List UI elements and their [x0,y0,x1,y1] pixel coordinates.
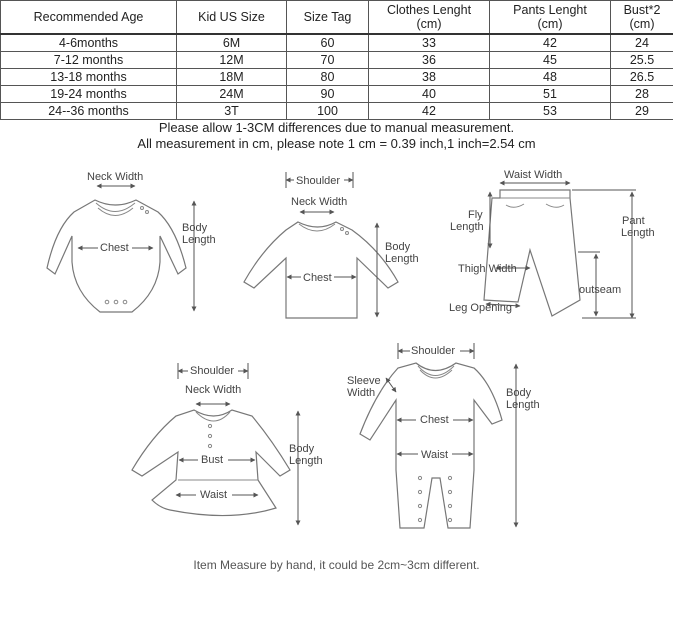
shoulder-button [346,232,349,235]
table-cell: 51 [490,86,611,103]
unit-conversion-note: All measurement in cm, please note 1 cm = 0.39 inch,1 inch=2.54 cm [137,136,536,151]
table-cell: 53 [490,103,611,120]
shoulder-button [341,228,344,231]
romper-outline [360,363,502,528]
header-bust: Bust*2 (cm) [611,1,673,35]
dress-shoulder-label: Shoulder [190,365,235,377]
header-size-tag: Size Tag [287,1,369,35]
svg-text:Length: Length [182,234,216,246]
bodysuit-diagram [47,171,216,312]
header-recommended-age: Recommended Age [1,1,177,35]
table-cell: 42 [369,103,490,120]
table-row [1,69,673,86]
tshirt-outline [244,222,398,318]
table-cell: 100 [287,103,369,120]
pants-thigh-width-label: Thigh Width [458,263,517,275]
snap-button [123,300,127,304]
table-row [1,52,673,69]
romper-button [448,476,451,479]
table-cell: 4-6months [1,34,177,52]
dress-neck-width-label: Neck Width [185,384,242,396]
table-row [1,34,673,52]
pants-pant-length-label: Pant [622,215,645,227]
romper-button [418,476,421,479]
table-row [1,103,673,120]
svg-text:Length: Length [289,455,323,467]
romper-sleeve-width-label: Sleeve [347,375,381,387]
svg-text:Length: Length [621,227,655,239]
bodysuit-outline [47,200,186,312]
header-kid-us-size: Kid US Size [177,1,287,35]
tshirt-chest-label: Chest [303,272,332,284]
table-cell: 38 [369,69,490,86]
table-cell: 60 [287,34,369,52]
snap-button [105,300,109,304]
svg-text:Length: Length [450,221,484,233]
tshirt-body-length-label: Body [385,241,411,253]
table-cell: 25.5 [611,52,673,69]
header-clothes-length: Clothes Lenght (cm) [369,1,490,35]
svg-text:Length: Length [385,253,419,265]
pants-waist-width-label: Waist Width [504,169,563,181]
tshirt-diagram [244,172,419,318]
romper-waist-label: Waist [421,449,449,461]
bodysuit-neck-width-label: Neck Width [87,171,144,183]
measurement-note: Please allow 1-3CM differences due to manual measurement. [158,120,515,135]
header-pants-length: Pants Lenght (cm) [490,1,611,35]
table-cell: 18M [177,69,287,86]
dress-button [208,444,211,447]
romper-diagram [347,343,540,528]
dress-button [208,424,211,427]
bodysuit-body-length-label: Body [182,222,208,234]
dress-waist-label: Waist [200,489,228,501]
table-cell: 24 [611,34,673,52]
table-cell: 48 [490,69,611,86]
table-cell: 29 [611,103,673,120]
table-cell: 90 [287,86,369,103]
romper-chest-label: Chest [420,414,449,426]
pants-outseam-label: outseam [579,284,622,296]
romper-button [418,518,421,521]
table-cell: 13-18 months [1,69,177,86]
pants-diagram [449,169,655,318]
pants-fly-length-label: Fly [468,209,483,221]
romper-button [448,504,451,507]
romper-button [418,490,421,493]
dress-body-length-label: Body [289,443,315,455]
snap-button [146,211,149,214]
romper-button [448,490,451,493]
table-cell: 26.5 [611,69,673,86]
romper-body-length-label: Body [506,387,532,399]
table-cell: 40 [369,86,490,103]
table-row [1,86,673,103]
snap-button [141,207,144,210]
table-cell: 45 [490,52,611,69]
table-cell: 36 [369,52,490,69]
svg-text:Length: Length [506,399,540,411]
table-cell: 3T [177,103,287,120]
table-cell: 7-12 months [1,52,177,69]
footer-note: Item Measure by hand, it could be 2cm~3cm different. [193,558,480,572]
table-cell: 19-24 months [1,86,177,103]
table-cell: 24M [177,86,287,103]
size-chart-table [0,0,673,120]
table-cell: 42 [490,34,611,52]
tshirt-neck-width-label: Neck Width [291,196,348,208]
table-cell: 6M [177,34,287,52]
table-cell: 12M [177,52,287,69]
pants-leg-opening-label: Leg Opening [449,302,512,314]
table-cell: 80 [287,69,369,86]
table-cell: 28 [611,86,673,103]
pants-outline [484,190,580,316]
bodysuit-chest-label: Chest [100,242,129,254]
romper-shoulder-label: Shoulder [411,345,456,357]
romper-button [448,518,451,521]
measurement-diagrams [0,150,673,540]
table-cell: 24--36 months [1,103,177,120]
dress-bust-label: Bust [201,454,224,466]
tshirt-shoulder-label: Shoulder [296,175,341,187]
dress-diagram [132,363,323,525]
snap-button [114,300,118,304]
table-header-row [1,1,673,35]
table-cell: 33 [369,34,490,52]
dress-button [208,434,211,437]
svg-text:Width: Width [347,387,376,399]
romper-button [418,504,421,507]
table-cell: 70 [287,52,369,69]
